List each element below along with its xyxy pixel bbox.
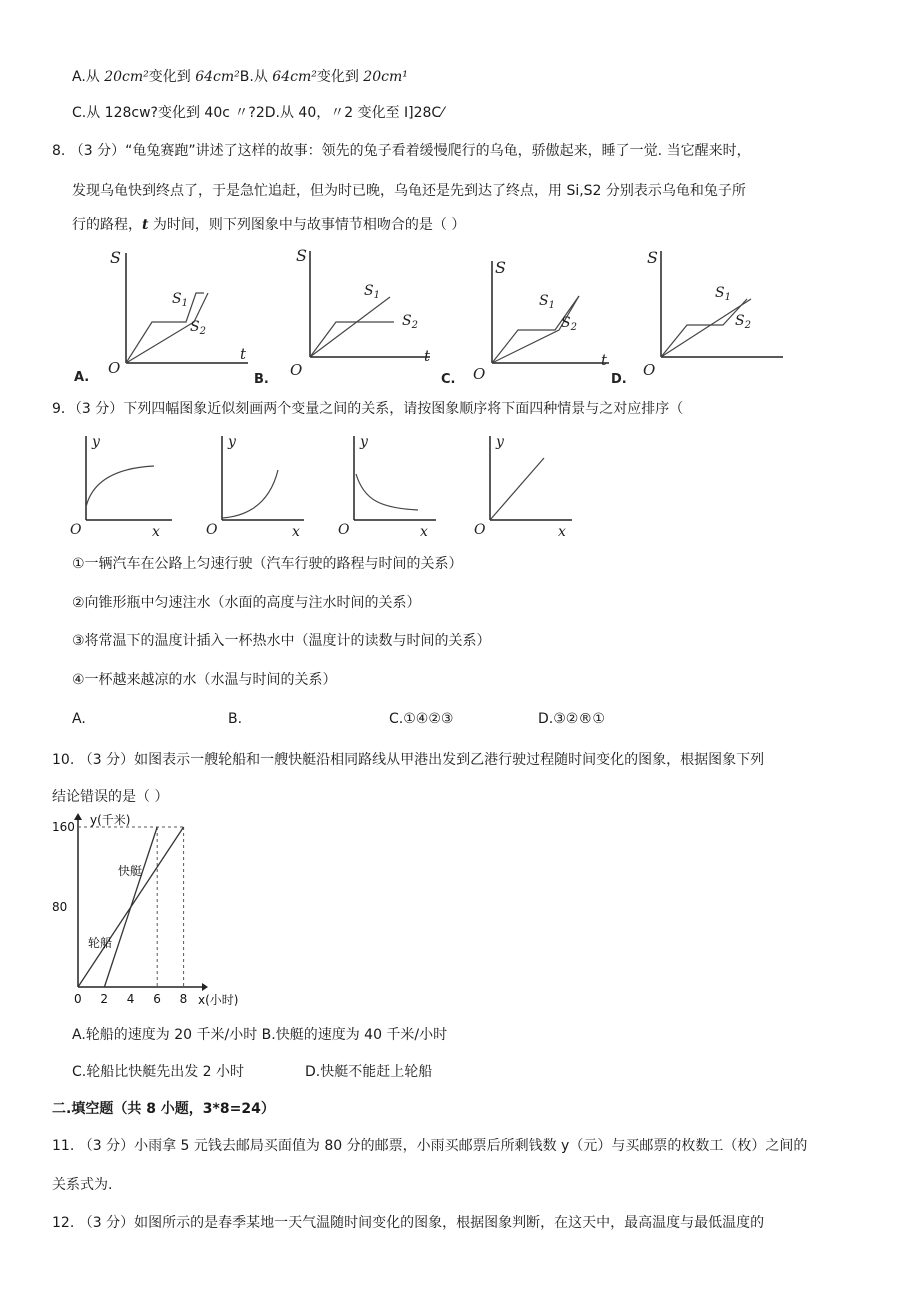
svg-text:O: O — [70, 522, 82, 538]
q9-option-d: D.③②®① — [538, 711, 605, 727]
svg-text:S2: $S_2$ — [735, 313, 751, 331]
section-2-title: 二.填空题（共 8 小题，3*8=24） — [52, 1101, 275, 1117]
q10-option-d: D.快艇不能赶上轮船 — [305, 1064, 433, 1080]
svg-text:t: t — [240, 345, 247, 363]
svg-text:S1: $S_1$ — [364, 283, 380, 301]
q10-x-arrow — [202, 983, 208, 991]
svg-text:O: O — [108, 359, 121, 377]
q10-series-line-2 — [78, 827, 184, 987]
svg-text:S2: $S_2$ — [561, 315, 577, 333]
q9-option-c: C.①④②③ — [389, 711, 454, 727]
svg-text:B.: B. — [254, 372, 269, 387]
q10-x-tick-4: 4 — [126, 992, 135, 1006]
q10-line-1: 10. （3 分）如图表示一艘轮船和一艘快艇沿相同路线从甲港出发到乙港行驶过程随时间变化的图象，根据图象下列 — [52, 752, 765, 768]
svg-text:C.: C. — [441, 372, 456, 387]
q10-option-c: C.轮船比快艇先出发 2 小时 — [72, 1064, 245, 1080]
q8-graph-c — [441, 255, 625, 387]
q10-x-label: x(小时) — [198, 993, 239, 1007]
q8-line-1: 8. （3 分）“龟兔赛跑”讲述了这样的故事：领先的兔子看着缓慢爬行的乌龟，骄傲起来，睡了一觉. 当它醒来时， — [52, 143, 751, 159]
svg-text:S1: $S_1$ — [715, 285, 731, 303]
q7-option-a-b: A.从 20cm²变化到 64cm²B.从 64cm²变化到 20cm¹ — [72, 69, 408, 85]
svg-text:D.: D. — [611, 372, 627, 387]
q9-graph-1 — [62, 432, 172, 540]
q9-scenario-1: ①一辆汽车在公路上匀速行驶（汽车行驶的路程与时间的关系） — [72, 556, 463, 572]
q9-graph-4 — [472, 432, 582, 540]
q9-scenario-4: ④一杯越来越凉的水（水温与时间的关系） — [72, 672, 337, 688]
q9-question: 9．（3 分）下列四幅图象近似刻画两个变量之间的关系，请按图象顺序将下面四种情景与之对应排序（ — [52, 401, 684, 417]
svg-text:O: O — [290, 361, 303, 379]
q9-scenario-3: ③将常温下的温度计插入一杯热水中（温度计的读数与时间的关系） — [72, 633, 491, 649]
svg-text:y: y — [496, 434, 504, 450]
svg-text:x: x — [152, 524, 160, 540]
svg-text:A.: A. — [74, 370, 90, 385]
svg-text:x: x — [292, 524, 300, 540]
q12-line-1: 12. （3 分）如图所示的是春季某地一天气温随时间变化的图象，根据图象判断，在这天中，最高温度与最低温度的 — [52, 1215, 765, 1231]
q11-line-1: 11. （3 分）小雨拿 5 元钱去邮局买面值为 80 分的邮票，小雨买邮票后所剩钱数 y（元）与买邮票的枚数工（枚）之间的 — [52, 1138, 808, 1154]
q10-x-tick-2: 2 — [100, 992, 109, 1006]
svg-text:S: S — [110, 248, 121, 267]
q10-series-label-2: 轮船 — [88, 936, 113, 950]
svg-text:t: t — [601, 351, 608, 369]
svg-text:S2: $S_2$ — [190, 319, 206, 337]
q8-graph-a — [74, 245, 260, 385]
q10-option-a-b: A.轮船的速度为 20 千米/小时 B.快艇的速度为 40 千米/小时 — [72, 1027, 448, 1043]
q8-graph-b — [254, 245, 438, 387]
svg-text:S: S — [647, 248, 658, 267]
svg-text:t: t — [424, 347, 431, 365]
svg-text:y: y — [92, 434, 100, 450]
svg-text:S1: $S_1$ — [539, 293, 555, 311]
svg-text:S: S — [296, 246, 307, 265]
q11-line-2: 关系式为. — [52, 1177, 113, 1193]
q10-chart — [50, 810, 280, 1010]
q10-series-label-1: 快艇 — [118, 864, 143, 878]
svg-text:O: O — [474, 522, 486, 538]
svg-text:S2: $S_2$ — [402, 313, 418, 331]
svg-text:O: O — [206, 522, 218, 538]
q9-graph-2 — [200, 432, 310, 540]
q10-x-tick-0: 0 — [74, 992, 82, 1006]
svg-text:S: S — [495, 258, 506, 277]
q9-option-b: B. — [228, 711, 243, 727]
q8-line-2: 发现乌龟快到终点了，于是急忙追赶，但为时已晚，乌龟还是先到达了终点，用 Si,S2 分别表示乌龟和兔子所 — [72, 183, 746, 199]
svg-text:O: O — [643, 361, 656, 379]
q10-x-tick-6: 6 — [153, 992, 161, 1006]
q10-y-label: y(千米) — [90, 813, 131, 827]
svg-text:x: x — [420, 524, 428, 540]
q10-y-arrow — [74, 813, 82, 820]
svg-text:O: O — [338, 522, 350, 538]
q10-line-2: 结论错误的是（ ） — [52, 789, 169, 805]
q10-y-tick-160: 160 — [52, 820, 75, 834]
q10-y-tick-80: 80 — [52, 900, 68, 914]
svg-text:y: y — [228, 434, 236, 450]
q7-option-c-d: C.从 128cw?变化到 40c 〃?2D.从 40，〃2 变化至 I]28C⁄ — [72, 105, 444, 121]
q8-line-3: 行的路程，t 为时间，则下列图象中与故事情节相吻合的是（ ） — [72, 217, 466, 233]
q9-option-a: A. — [72, 711, 86, 727]
svg-text:x: x — [558, 524, 566, 540]
q9-graph-3 — [336, 432, 446, 540]
svg-text:S1: $S_1$ — [172, 291, 188, 309]
q9-scenario-2: ②向锥形瓶中匀速注水（水面的高度与注水时间的关系） — [72, 595, 421, 611]
svg-text:y: y — [360, 434, 368, 450]
svg-text:O: O — [473, 365, 486, 383]
q10-x-tick-8: 8 — [179, 992, 188, 1006]
q8-graph-d — [611, 245, 795, 387]
